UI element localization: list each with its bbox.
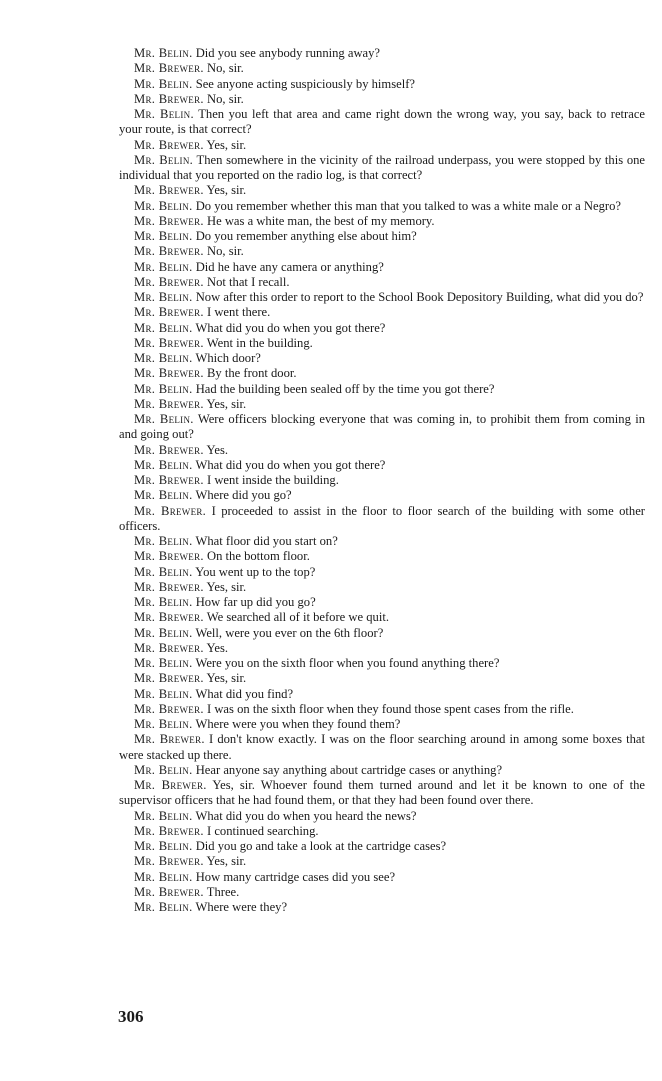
speaker-name: Mr. Belin.	[134, 320, 193, 335]
testimony-line	[119, 717, 645, 732]
speech-text: Yes, sir.	[206, 671, 247, 686]
testimony-line	[119, 397, 645, 412]
testimony-line	[119, 854, 645, 869]
testimony-line	[119, 351, 645, 366]
speech-text: Not that I recall.	[207, 274, 290, 289]
speaker-name: Mr. Brewer.	[134, 610, 204, 625]
testimony-line	[119, 199, 645, 214]
testimony-line	[119, 671, 645, 686]
speaker-name: Mr. Brewer.	[134, 579, 204, 594]
speech-text: I went there.	[207, 305, 271, 320]
speech-text: Where were they?	[195, 900, 288, 914]
speaker-name: Mr. Belin.	[134, 488, 193, 503]
testimony-line	[119, 321, 645, 336]
speech-text: Were you on the sixth floor when you found anything there?	[195, 656, 500, 670]
speech-text: What did you find?	[195, 686, 294, 701]
speech-text: On the bottom floor.	[207, 549, 310, 564]
speech-text: Then you left that area and came right down the wrong way, you say, back to retrace your route, is that correct?	[119, 107, 645, 137]
speaker-name: Mr. Belin.	[134, 717, 193, 731]
speaker-name: Mr. Belin.	[134, 107, 194, 121]
speech-text: Yes, sir.	[206, 579, 247, 594]
speaker-name: Mr. Brewer.	[134, 503, 207, 518]
testimony-line	[119, 778, 645, 809]
speaker-name: Mr. Brewer.	[134, 732, 205, 747]
speaker-name: Mr. Belin.	[134, 290, 193, 304]
speech-text: Yes, sir.	[206, 183, 247, 198]
speech-text: How many cartridge cases did you see?	[195, 869, 396, 884]
speaker-name: Mr. Belin.	[134, 46, 193, 60]
speech-text: Did you see anybody running away?	[195, 46, 381, 60]
speech-text: No, sir.	[207, 61, 244, 76]
speech-text: What did you do when you heard the news?	[195, 808, 417, 823]
testimony-line	[119, 549, 645, 564]
speaker-name: Mr. Brewer.	[134, 244, 204, 259]
testimony-line	[119, 687, 645, 702]
speech-text: What floor did you start on?	[195, 534, 338, 548]
speaker-name: Mr. Belin.	[134, 839, 193, 853]
testimony-line	[119, 900, 645, 915]
speech-text: I was on the sixth floor when they found those spent cases from the rifle.	[207, 701, 574, 716]
speaker-name: Mr. Belin.	[134, 259, 193, 274]
testimony-line	[119, 153, 645, 184]
speech-text: Had the building been sealed off by the time you got there?	[195, 381, 495, 396]
speaker-name: Mr. Belin.	[134, 686, 193, 701]
speaker-name: Mr. Belin.	[134, 869, 193, 884]
testimony-line	[119, 626, 645, 641]
testimony-line	[119, 580, 645, 595]
speech-text: You went up to the top?	[195, 564, 316, 579]
speech-text: No, sir.	[207, 244, 244, 259]
testimony-line	[119, 138, 645, 153]
testimony-line	[119, 443, 645, 458]
speaker-name: Mr. Brewer.	[134, 671, 204, 686]
speaker-name: Mr. Brewer.	[134, 442, 204, 457]
testimony-line	[119, 183, 645, 198]
speech-text: Hear anyone say anything about cartridge cases or anything?	[195, 762, 503, 777]
speech-text: I continued searching.	[207, 823, 319, 838]
speech-text: Yes.	[206, 442, 229, 457]
speech-text: Now after this order to report to the School Book Depository Building, what did you do?	[195, 290, 644, 304]
testimony-line	[119, 305, 645, 320]
testimony-line	[119, 534, 645, 549]
speaker-name: Mr. Belin.	[134, 381, 193, 396]
speaker-name: Mr. Brewer.	[134, 366, 204, 381]
testimony-line	[119, 229, 645, 244]
speaker-name: Mr. Brewer.	[134, 335, 204, 350]
speech-text: Did he have any camera or anything?	[195, 259, 384, 274]
speech-text: What did you do when you got there?	[195, 320, 386, 335]
testimony-line	[119, 870, 645, 885]
testimony-line	[119, 809, 645, 824]
speaker-name: Mr. Belin.	[134, 457, 193, 472]
testimony-line	[119, 382, 645, 397]
testimony-line	[119, 458, 645, 473]
testimony-line	[119, 610, 645, 625]
speaker-name: Mr. Brewer.	[134, 213, 204, 228]
testimony-line	[119, 92, 645, 107]
speech-text: I don't know exactly. I was on the floor searching around in among some boxes that were stacked up there.	[119, 732, 646, 762]
speaker-name: Mr. Belin.	[134, 900, 193, 914]
speech-text: Yes, sir.	[206, 854, 247, 869]
speech-text: Three.	[206, 884, 240, 899]
testimony-line	[119, 504, 645, 535]
speaker-name: Mr. Belin.	[134, 564, 193, 579]
testimony-line	[119, 824, 645, 839]
speech-text: See anyone acting suspiciously by himself?	[195, 76, 415, 91]
speech-text: By the front door.	[207, 366, 297, 381]
testimony-line	[119, 260, 645, 275]
testimony-line	[119, 488, 645, 503]
speech-text: We searched all of it before we quit.	[206, 610, 389, 625]
testimony-line	[119, 290, 645, 305]
speech-text: He was a white man, the best of my memory.	[207, 213, 435, 228]
testimony-line	[119, 275, 645, 290]
speech-text: Yes.	[206, 640, 229, 655]
speaker-name: Mr. Brewer.	[134, 274, 204, 289]
speaker-name: Mr. Belin.	[134, 76, 193, 91]
testimony-line	[119, 656, 645, 671]
speaker-name: Mr. Brewer.	[134, 884, 204, 899]
testimony-line	[119, 46, 645, 61]
testimony-line	[119, 214, 645, 229]
page-number: 306	[118, 1007, 144, 1026]
speaker-name: Mr. Brewer.	[134, 396, 204, 411]
testimony-line	[119, 77, 645, 92]
speaker-name: Mr. Brewer.	[134, 823, 204, 838]
speaker-name: Mr. Brewer.	[134, 183, 204, 198]
speaker-name: Mr. Brewer.	[134, 854, 204, 869]
testimony-line	[119, 412, 645, 443]
speech-text: Which door?	[195, 351, 261, 365]
testimony-line	[119, 107, 645, 138]
speech-text: Yes, sir.	[206, 396, 247, 411]
testimony-line	[119, 641, 645, 656]
speech-text: Went in the building.	[206, 335, 313, 350]
speech-text: Yes, sir. Whoever found them turned around and let it be known to one of the supervisor officers that he had found them, or that they had been found over there.	[119, 778, 646, 808]
testimony-line	[119, 473, 645, 488]
speaker-name: Mr. Belin.	[134, 808, 193, 823]
speech-text: Do you remember anything else about him?	[195, 229, 417, 243]
speaker-name: Mr. Belin.	[134, 198, 193, 213]
speech-text: What did you do when you got there?	[195, 457, 386, 472]
speaker-name: Mr. Belin.	[134, 625, 193, 640]
speaker-name: Mr. Brewer.	[134, 91, 204, 106]
speech-text: Yes, sir.	[206, 137, 247, 152]
testimony-line	[119, 244, 645, 259]
testimony-line	[119, 839, 645, 854]
testimony-transcript	[119, 46, 645, 915]
testimony-line	[119, 885, 645, 900]
speech-text: I went inside the building.	[207, 473, 339, 487]
speech-text: Where did you go?	[195, 488, 292, 503]
speech-text: Did you go and take a look at the cartridge cases?	[195, 839, 447, 853]
speaker-name: Mr. Belin.	[134, 762, 193, 777]
speaker-name: Mr. Brewer.	[134, 640, 204, 655]
speaker-name: Mr. Belin.	[134, 534, 193, 548]
speech-text: Then somewhere in the vicinity of the railroad underpass, you were stopped by this one individual that you reported on the radio log, is that correct?	[119, 152, 645, 182]
testimony-line	[119, 732, 645, 763]
speaker-name: Mr. Belin.	[134, 351, 193, 365]
speaker-name: Mr. Brewer.	[134, 137, 204, 152]
speaker-name: Mr. Brewer.	[134, 473, 204, 487]
speech-text: How far up did you go?	[195, 595, 316, 609]
testimony-line	[119, 595, 645, 610]
testimony-line	[119, 336, 645, 351]
speaker-name: Mr. Brewer.	[134, 305, 204, 320]
speaker-name: Mr. Belin.	[134, 412, 194, 426]
speaker-name: Mr. Brewer.	[134, 701, 204, 716]
speech-text: Do you remember whether this man that you talked to was a white male or a Negro?	[195, 198, 621, 213]
speech-text: Where were you when they found them?	[195, 717, 401, 731]
speaker-name: Mr. Brewer.	[134, 778, 207, 792]
speaker-name: Mr. Belin.	[134, 229, 193, 243]
testimony-line	[119, 763, 645, 778]
speech-text: Were officers blocking everyone that was coming in, to prohibit them from coming in and going out?	[119, 412, 645, 442]
speech-text: No, sir.	[207, 91, 244, 106]
speaker-name: Mr. Belin.	[134, 595, 193, 609]
speaker-name: Mr. Belin.	[134, 152, 194, 167]
speaker-name: Mr. Belin.	[134, 656, 193, 670]
testimony-line	[119, 61, 645, 76]
speaker-name: Mr. Brewer.	[134, 549, 204, 564]
testimony-line	[119, 565, 645, 580]
testimony-line	[119, 366, 645, 381]
testimony-line	[119, 702, 645, 717]
speech-text: Well, were you ever on the 6th floor?	[195, 625, 384, 640]
speaker-name: Mr. Brewer.	[134, 61, 204, 76]
speech-text: I proceeded to assist in the floor to floor search of the building with some other officers.	[119, 503, 646, 533]
